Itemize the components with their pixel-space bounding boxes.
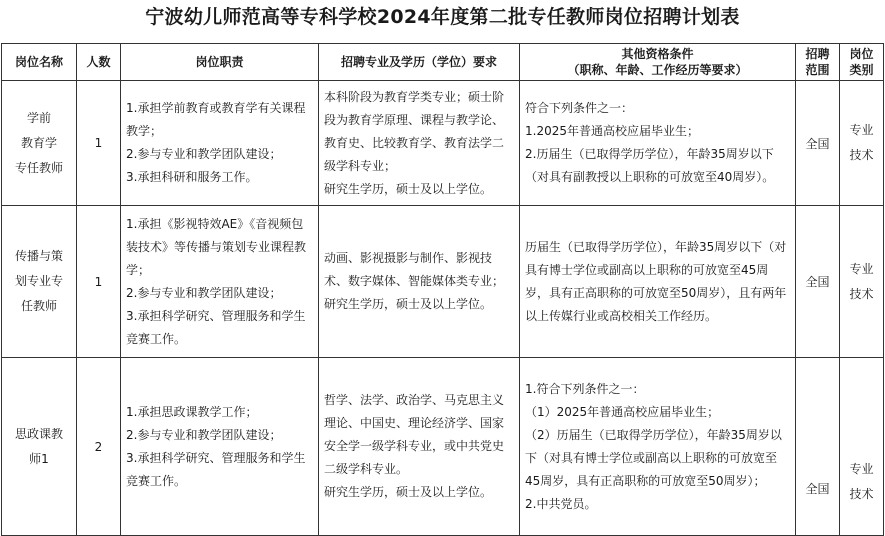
position-line: 思政课教 [14,426,63,441]
position-line: 任教师 [20,299,57,313]
category-line: 技术 [849,148,874,162]
duty-item: 3.承担科学研究、管理服务和学生竞赛工作。 [126,450,306,488]
header-category-line1: 岗位 [849,47,874,61]
other-item: 历届生（已取得学历学位），年龄35周岁以下（对具有博士学位或副高以上职称的可放宽至45周岁，具有正高职称的可放宽至50周岁），且有两年以上传媒行业或高校相关工作经历。 [525,239,787,323]
other-item: （1）2025年普通高校应届毕业生； [525,404,720,419]
major-item: 动画、影视摄影与制作、影视技术、数字媒体、智能媒体类专业； [324,251,505,288]
header-scope-line2: 范围 [805,63,830,77]
duty-item: 1.承担学前教育或教育学有关课程教学； [126,101,306,138]
other-cell [520,358,796,536]
major-cell [319,206,520,358]
count-cell: 1 [77,206,121,358]
position-line: 师1 [29,451,49,466]
header-category [840,44,884,81]
category-line: 技术 [849,286,874,301]
duties-cell [121,206,319,358]
category-line: 技术 [849,487,874,501]
duty-item: 2.参与专业和教学团队建设； [126,285,282,300]
other-item: 1.符合下列条件之一： [525,381,645,396]
position-line: 传播与策 [14,249,63,263]
scope-cell: 全国 [796,206,840,358]
header-row [2,44,884,81]
category-line: 专业 [849,462,874,476]
page-title: 宁波幼儿师范高等专科学校2024年度第二批专任教师岗位招聘计划表 [145,6,740,28]
header-other-line2: （职称、年龄、工作经历等要求） [567,63,748,77]
category-cell [840,358,884,536]
other-cell [520,206,796,358]
header-other-line1: 其他资格条件 [621,47,694,61]
header-other [520,44,796,81]
table-row [2,358,884,536]
position-cell [2,358,77,536]
major-cell [319,81,520,206]
header-duties: 岗位职责 [121,44,319,81]
duty-item: 3.承担科学研究、管理服务和学生竞赛工作。 [126,308,306,346]
position-cell [2,206,77,358]
header-position: 岗位名称 [2,44,77,81]
other-item: 符合下列条件之一： [525,101,634,115]
major-item: 哲学、法学、政治学、马克思主义理论、中国史、理论经济学、国家安全学一级学科专业，或中共党史二级学科专业。 [324,393,505,476]
duties-cell [121,81,319,206]
header-major: 招聘专业及学历（学位）要求 [319,44,520,81]
recruitment-table [1,43,884,536]
other-item: （2）历届生（已取得学历学位），年龄35周岁以下（对具有博士学位或副高以上职称的可放宽至45周岁，具有正高职称的可放宽至50周岁）； [525,427,782,488]
header-count: 人数 [77,44,121,81]
duty-item: 3.承担科研和服务工作。 [126,170,258,184]
major-item: 研究生学历，硕士及以上学位。 [324,181,493,196]
scope-cell: 全国 [796,358,840,536]
duty-item: 2.参与专业和教学团队建设； [126,427,282,442]
category-cell [840,206,884,358]
other-item: 2.中共党员。 [525,496,597,511]
other-cell [520,81,796,206]
major-item: 研究生学历，硕士及以上学位。 [324,297,493,311]
table-row [2,206,884,358]
position-line: 教育学 [20,135,57,150]
position-line: 学前 [26,110,51,125]
header-scope [796,44,840,81]
other-item: 2.历届生（已取得学历学位），年龄35周岁以下（对具有副教授以上职称的可放宽至40周岁）。 [525,147,775,184]
position-line: 划专业专 [14,274,63,288]
count-cell: 2 [77,358,121,536]
position-line: 专任教师 [14,160,63,175]
position-cell [2,81,77,206]
duties-cell [121,358,319,536]
scope-cell: 全国 [796,81,840,206]
duty-item: 1.承担《影视特效AE》《音视频包装技术》等传播与策划专业课程教学； [126,216,307,277]
header-category-line2: 类别 [849,63,874,77]
header-scope-line1: 招聘 [805,47,830,61]
other-item: 1.2025年普通高校应届毕业生； [525,124,699,138]
major-cell [319,358,520,536]
category-line: 专业 [849,123,874,137]
duty-item: 2.参与专业和教学团队建设； [126,147,282,161]
category-line: 专业 [849,261,874,276]
duty-item: 1.承担思政课教学工作； [126,404,258,419]
category-cell [840,81,884,206]
major-item: 本科阶段为教育学类专业；硕士阶段为教育学原理、课程与教学论、教育史、比较教育学、教育法学二级学科专业； [324,89,505,173]
count-cell: 1 [77,81,121,206]
table-row [2,81,884,206]
major-item: 研究生学历，硕士及以上学位。 [324,485,493,499]
